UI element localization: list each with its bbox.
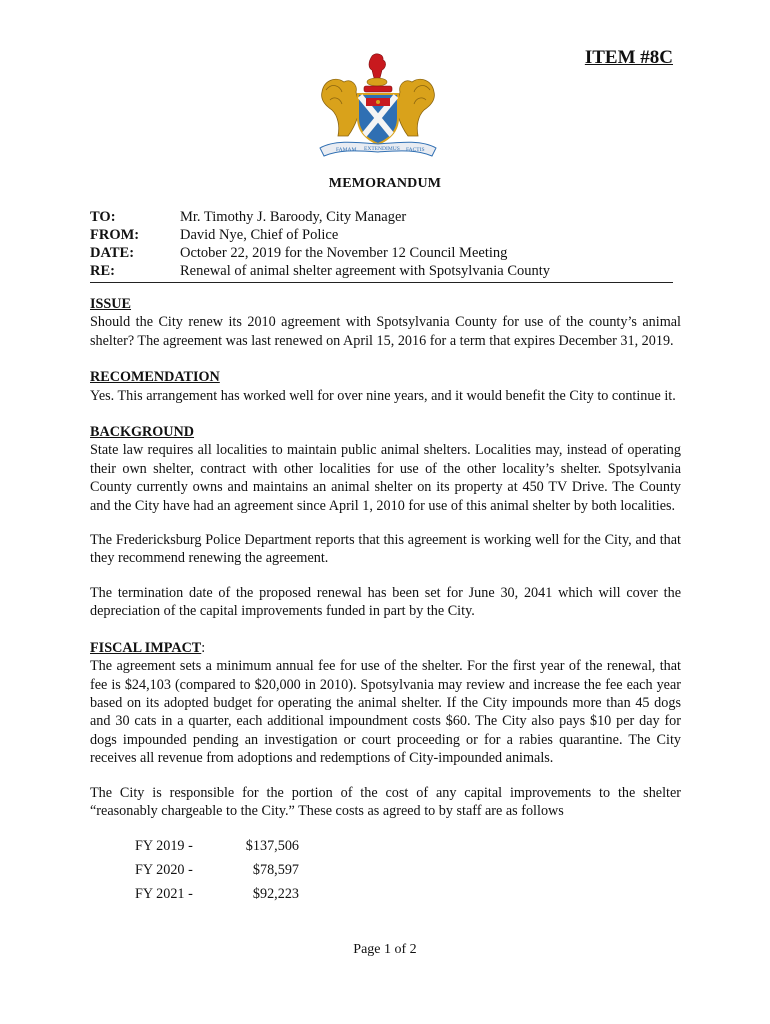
header-row-from [90, 226, 673, 244]
item-number: ITEM #8C [584, 47, 673, 68]
recommendation-text: Yes. This arrangement has worked well for over nine years, and it would benefit the City to continue it. [90, 387, 676, 404]
background-paragraph-1: State law requires all localities to maintain public animal shelters. Localities may, instead of operating their own shelter, contract with other localities for use of the other locality’s shelter. Spotsylvania County currently owns and maintains an animal shelter on its property at 450 TV Drive. The County and the City have had an agreement since April 1, 2010 for use of this animal shelter by both localities. [90, 442, 681, 514]
fiscal-year: FY 2019 - [135, 838, 193, 855]
header-value: October 22, 2019 for the November 12 Council Meeting [180, 245, 508, 261]
cost-amount: $137,506 [245, 838, 299, 855]
fiscal-heading: FISCAL IMPACT [90, 639, 202, 656]
city-seal-logo [314, 52, 442, 164]
list-item [135, 882, 681, 906]
right-griffin-icon [396, 79, 434, 136]
header-label: TO: [90, 209, 116, 225]
background-paragraph-2: The Fredericksburg Police Department reports that this agreement is working well for the City, and that they recommend renewing the agreement. [90, 532, 681, 567]
header-row-date [90, 244, 673, 262]
header-label: DATE: [90, 245, 135, 261]
svg-text:EXTENDIMUS: EXTENDIMUS [364, 146, 400, 152]
fiscal-paragraph-2: The City is responsible for the portion of the cost of any capital improvements to the shelter “reasonably chargeable to the City.” These costs as agreed to by staff are as follows [90, 784, 681, 819]
header-value: Renewal of animal shelter agreement with Spotsylvania County [180, 263, 551, 279]
issue-text: Should the City renew its 2010 agreement with Spotsylvania County for use of the county’s animal shelter? The agreement was last renewed on April 15, 2016 for a term that expires December 31, 2019. [90, 314, 681, 349]
header-label: FROM: [90, 227, 140, 243]
header-row-to [90, 208, 673, 226]
fiscal-heading-colon: : [201, 639, 206, 656]
header-label: RE: [90, 263, 115, 279]
list-item [135, 858, 681, 882]
motto-ribbon [320, 142, 436, 156]
cost-amount: $92,223 [252, 886, 299, 903]
recommendation-heading: RECOMENDATION [90, 369, 220, 386]
memo-header [90, 208, 673, 283]
svg-text:FAMAM: FAMAM [336, 147, 357, 153]
header-divider [90, 282, 673, 283]
fiscal-year: FY 2020 - [135, 862, 193, 879]
background-heading: BACKGROUND [90, 424, 195, 441]
issue-heading: ISSUE [90, 296, 132, 312]
background-paragraph-3: The termination date of the proposed renewal has been set for June 30, 2041 which will cover the depreciation of the capital improvements funded in part by the City. [90, 584, 681, 620]
crest-bird-icon [367, 54, 387, 86]
memo-body [90, 295, 681, 906]
header-value: David Nye, Chief of Police [180, 227, 339, 243]
capital-costs-list [135, 834, 681, 906]
fiscal-heading-line [90, 639, 681, 657]
svg-text:FACTIS: FACTIS [406, 147, 425, 153]
fiscal-year: FY 2021 - [135, 886, 193, 903]
left-griffin-icon [322, 79, 360, 136]
header-value: Mr. Timothy J. Baroody, City Manager [180, 209, 407, 225]
shield-icon [358, 94, 398, 144]
cost-amount: $78,597 [252, 862, 299, 879]
memo-title: MEMORANDUM [328, 176, 442, 191]
list-item [135, 834, 681, 858]
header-row-re [90, 262, 673, 280]
fiscal-paragraph-1: The agreement sets a minimum annual fee for use of the shelter. For the first year of the renewal, that fee is $24,103 (compared to $20,000 in 2010). Spotsylvania may review and increase the fee each year based on its adopted budget for operating the animal shelter. If the City impounds more than 45 dogs and 30 cats in a quarter, each additional impoundment costs $60. The City also pays $10 per day for dogs impounded pending an investigation or court proceeding or for a rabies quarantine. The City receives all revenue from adoptions and redemptions of City-impounded animals. [90, 658, 681, 767]
page-number: Page 1 of 2 [353, 942, 417, 957]
